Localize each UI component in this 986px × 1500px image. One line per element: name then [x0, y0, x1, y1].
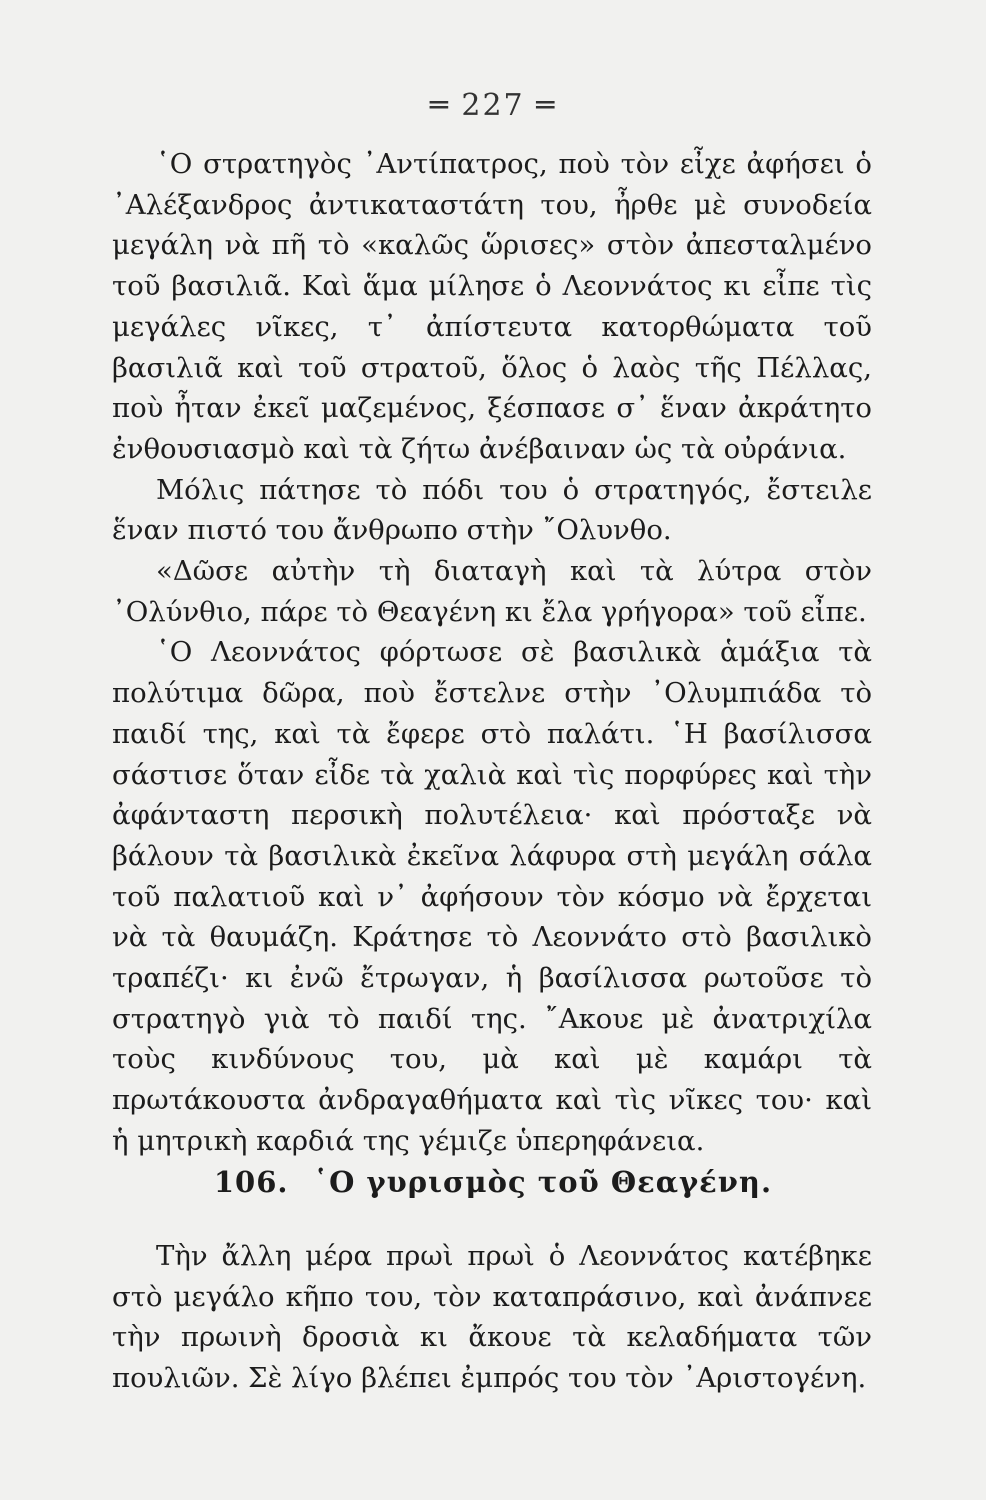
paragraph: «Δῶσε αὐτὴν τὴ διαταγὴ καὶ τὰ λύτρα στὸν ᾿Ολύνθιο, πάρε τὸ Θεαγένη κι ἔλα γρήγορα» τοῦ εἶπε.	[112, 555, 872, 628]
paragraph: ῾Ο στρατηγὸς ᾿Αντίπατρος, ποὺ τὸν εἶχε ἀφήσει ὁ ᾿Αλέξανδρος ἀντικαταστάτη του, ἦρθε μὲ συνοδεία μεγάλη νὰ πῆ τὸ «καλῶς ὥρισες» στὸν ἀπεσταλμένο τοῦ βασιλιᾶ. Καὶ ἅμα μίλησε ὁ Λεοννάτος κι εἶπε τὶς μεγάλες νῖκες, τ᾿ ἀπίστευτα κατορθώματα τοῦ βασιλιᾶ καὶ τοῦ στρατοῦ, ὅλος ὁ λαὸς τῆς Πέλλας, ποὺ ἦταν ἐκεῖ μαζεμένος, ξέσπασε σ᾿ ἕναν ἀκράτητο ἐνθουσιασμὸ καὶ τὰ ζήτω ἀνέβαιναν ὡς τὰ οὐράνια.	[112, 148, 872, 465]
page-number: ═ 227 ═	[429, 88, 557, 123]
paragraph: Τὴν ἄλλη μέρα πρωὶ πρωὶ ὁ Λεοννάτος κατέβηκε στὸ μεγάλο κῆπο του, τὸν καταπράσινο, καὶ ἀνάπνεε τὴν πρωινὴ δροσιὰ κι ἄκουε τὰ κελαδήματα τῶν πουλιῶν. Σὲ λίγο βλέπει ἐμπρός του τὸν ᾿Αριστογένη.	[112, 1240, 872, 1395]
section-heading	[0, 1165, 986, 1199]
body-text-lower	[112, 1236, 872, 1399]
paragraph: Μόλις πάτησε τὸ πόδι του ὁ στρατηγός, ἔστειλε ἕναν πιστό του ἄνθρωπο στὴν ῎Ολυνθο.	[112, 473, 872, 547]
section-number: 106.	[213, 1165, 289, 1199]
body-text-upper	[112, 144, 872, 1162]
section-title: ῾Ο γυρισμὸς τοῦ Θεαγένη.	[313, 1165, 773, 1199]
paragraph: ῾Ο Λεοννάτος φόρτωσε σὲ βασιλικὰ ἁμάξια τὰ πολύτιμα δῶρα, ποὺ ἔστελνε στὴν ᾿Ολυμπιάδα τὸ παιδί της, καὶ τὰ ἔφερε στὸ παλάτι. ῾Η βασίλισσα σάστισε ὅταν εἶδε τὰ χαλιὰ καὶ τὶς πορφύρες καὶ τὴν ἀφάνταστη περσικὴ πολυτέλεια· καὶ πρόσταξε νὰ βάλουν τὰ βασιλικὰ ἐκεῖνα λάφυρα στὴ μεγάλη σάλα τοῦ παλατιοῦ καὶ ν᾿ ἀφήσουν τὸν κόσμο νὰ ἔρχεται νὰ τὰ θαυμάζη. Κράτησε τὸ Λεοννάτο στὸ βασιλικὸ τραπέζι· κι ἐνῶ ἔτρωγαν, ἡ βασίλισσα ρωτοῦσε τὸ στρατηγὸ γιὰ τὸ παιδί της. ῎Ακουε μὲ ἀνατριχίλα τοὺς κινδύνους του, μὰ καὶ μὲ καμάρι τὰ πρωτάκουστα ἀνδραγαθήματα καὶ τὶς νῖκες του· καὶ ἡ μητρικὴ καρδιά της γέμιζε ὑπερηφάνεια.	[112, 636, 872, 1157]
